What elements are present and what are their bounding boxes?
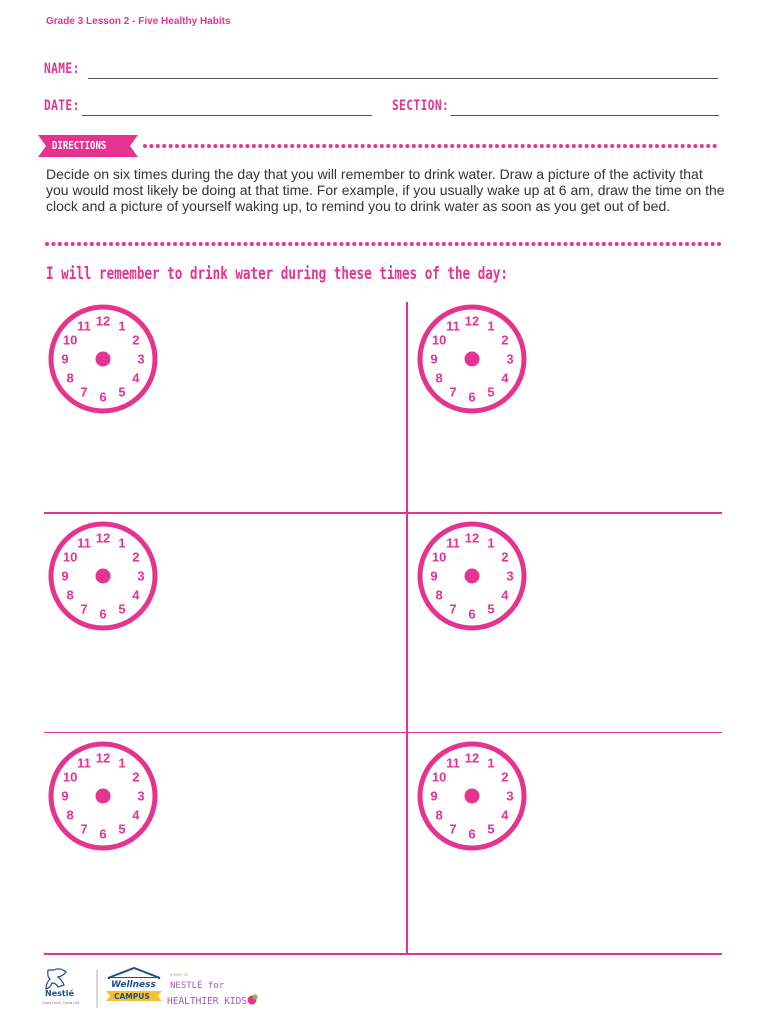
clock-number: 9 <box>61 788 69 804</box>
clock-number: 6 <box>468 826 476 842</box>
clock-number: 7 <box>80 821 88 837</box>
clock-center-dot <box>96 569 111 584</box>
clock-number: 1 <box>487 755 495 771</box>
dotted-divider-top <box>142 143 722 149</box>
clock-3[interactable] <box>43 516 163 636</box>
clock-number: 10 <box>62 769 78 785</box>
subheading: I will remember to drink water during these times of the day: <box>46 264 509 284</box>
clock-number: 1 <box>118 755 126 771</box>
clock-number: 2 <box>132 332 140 348</box>
clock-number: 1 <box>118 535 126 551</box>
date-label: DATE: <box>44 98 80 114</box>
nestle-for-healthier-kids-logo <box>167 973 258 1007</box>
clock-number: 9 <box>430 788 438 804</box>
clock-number: 8 <box>66 807 74 823</box>
clock-center-dot <box>465 352 480 367</box>
clock-number: 7 <box>449 384 457 400</box>
clock-number: 5 <box>487 601 495 617</box>
clock-number: 6 <box>99 826 107 842</box>
name-field-line[interactable] <box>88 78 718 79</box>
section-label: SECTION: <box>392 98 450 114</box>
svg-text:HEALTHIER KIDS: HEALTHIER KIDS <box>167 996 248 1007</box>
clock-number: 10 <box>431 769 447 785</box>
footer-logos <box>40 966 280 1014</box>
clock-number: 3 <box>137 788 145 804</box>
clock-number: 4 <box>501 587 509 603</box>
clock-number: 10 <box>431 332 447 348</box>
clock-number: 8 <box>66 587 74 603</box>
clock-5[interactable] <box>43 736 163 856</box>
clock-number: 8 <box>435 807 443 823</box>
grid-horizontal-divider-3 <box>44 953 722 955</box>
clock-center-dot <box>96 789 111 804</box>
svg-text:Nestlé: Nestlé <box>45 989 74 998</box>
svg-text:NESTLÉ for: NESTLÉ for <box>170 981 225 991</box>
clock-number: 5 <box>118 821 126 837</box>
section-field-line[interactable] <box>451 115 719 116</box>
clock-number: 2 <box>501 549 509 565</box>
clock-number: 9 <box>61 351 69 367</box>
svg-text:Good Food, Good Life: Good Food, Good Life <box>42 1001 80 1005</box>
clock-number: 12 <box>95 313 111 329</box>
clock-number: 8 <box>66 370 74 386</box>
clock-number: 10 <box>62 549 78 565</box>
clock-number: 4 <box>501 807 509 823</box>
clock-number: 6 <box>99 389 107 405</box>
clock-2[interactable] <box>412 299 532 419</box>
svg-text:CAMPUS: CAMPUS <box>114 992 150 1001</box>
clock-number: 11 <box>77 535 91 551</box>
svg-text:Wellness: Wellness <box>111 980 156 990</box>
directions-tag-label: DIRECTIONS <box>52 139 107 152</box>
clock-4[interactable] <box>412 516 532 636</box>
clock-number: 5 <box>118 384 126 400</box>
clock-number: 12 <box>464 530 480 546</box>
clock-number: 9 <box>61 568 69 584</box>
clock-number: 12 <box>464 313 480 329</box>
clock-center-dot <box>465 569 480 584</box>
clock-number: 11 <box>77 755 91 771</box>
clock-number: 4 <box>501 370 509 386</box>
wellness-campus-logo <box>106 968 162 1001</box>
clock-number: 11 <box>446 535 460 551</box>
dotted-divider-bottom <box>44 241 724 247</box>
header-title: Grade 3 Lesson 2 - Five Healthy Habits <box>46 16 231 27</box>
clock-number: 4 <box>132 370 140 386</box>
svg-text:A PART OF: A PART OF <box>170 973 189 977</box>
clock-number: 4 <box>132 807 140 823</box>
clock-number: 9 <box>430 351 438 367</box>
clock-number: 2 <box>132 769 140 785</box>
clock-number: 3 <box>506 788 514 804</box>
clock-number: 2 <box>501 769 509 785</box>
clock-number: 3 <box>137 351 145 367</box>
nestle-logo <box>42 969 80 1005</box>
clock-1[interactable] <box>43 299 163 419</box>
clock-number: 4 <box>132 587 140 603</box>
clock-number: 7 <box>449 821 457 837</box>
directions-text: Decide on six times during the day that you will remember to drink water. Draw a picture of the activity that you would most likely be doing at that time. For example, if you usually wake up at 6 am, draw the time on the clock and a picture of yourself waking up, to remind you to drink water as soon as you get out of bed. <box>46 166 725 214</box>
date-field-line[interactable] <box>82 115 372 116</box>
footer-logo-graphic <box>40 966 280 1014</box>
clock-number: 7 <box>80 384 88 400</box>
clock-number: 9 <box>430 568 438 584</box>
clock-number: 3 <box>137 568 145 584</box>
clock-6[interactable] <box>412 736 532 856</box>
clock-number: 3 <box>506 568 514 584</box>
clock-center-dot <box>465 789 480 804</box>
clock-number: 12 <box>464 750 480 766</box>
clock-number: 7 <box>449 601 457 617</box>
clock-number: 7 <box>80 601 88 617</box>
clock-number: 12 <box>95 750 111 766</box>
clock-number: 8 <box>435 587 443 603</box>
clock-number: 2 <box>501 332 509 348</box>
clock-number: 10 <box>62 332 78 348</box>
clock-number: 5 <box>118 601 126 617</box>
clock-number: 5 <box>487 821 495 837</box>
grid-vertical-divider <box>406 302 408 954</box>
clock-number: 2 <box>132 549 140 565</box>
clock-number: 1 <box>487 318 495 334</box>
clock-number: 10 <box>431 549 447 565</box>
clock-number: 5 <box>487 384 495 400</box>
clock-number: 8 <box>435 370 443 386</box>
clock-number: 12 <box>95 530 111 546</box>
clock-number: 11 <box>446 318 460 334</box>
clock-number: 6 <box>99 606 107 622</box>
clock-number: 1 <box>487 535 495 551</box>
grid-horizontal-divider-2 <box>44 732 722 733</box>
clock-number: 1 <box>118 318 126 334</box>
clock-center-dot <box>96 352 111 367</box>
clock-number: 6 <box>468 606 476 622</box>
clock-number: 6 <box>468 389 476 405</box>
name-label: NAME: <box>44 61 80 77</box>
clock-number: 11 <box>77 318 91 334</box>
clock-number: 3 <box>506 351 514 367</box>
clock-number: 11 <box>446 755 460 771</box>
grid-horizontal-divider-1 <box>44 512 722 514</box>
